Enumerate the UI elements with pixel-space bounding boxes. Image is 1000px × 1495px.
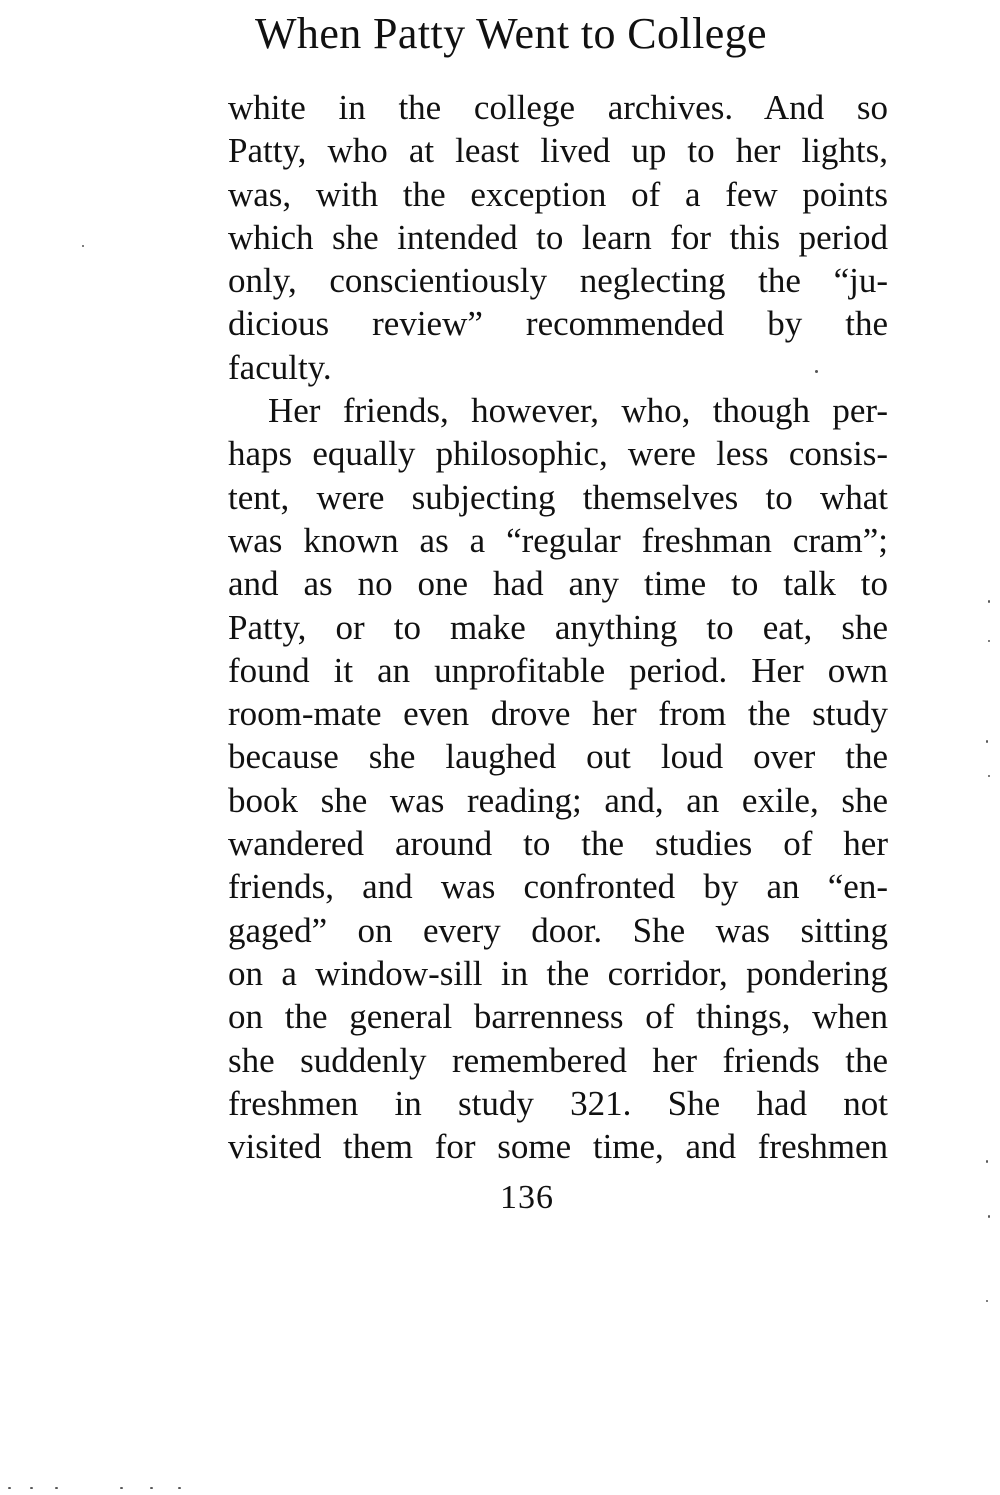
scan-speck — [150, 1487, 153, 1489]
text-line: room-mate even drove her from the study — [228, 694, 888, 734]
scan-speck — [986, 740, 988, 743]
scan-speck — [986, 1160, 988, 1163]
text-line: which she intended to learn for this period — [228, 217, 888, 257]
text-line: was, with the exception of a few points — [228, 174, 888, 214]
text-line: Her friends, however, who, though per- — [268, 391, 888, 431]
text-line: dicious review” recommended by the — [228, 304, 888, 344]
text-line: was known as a “regular freshman cram”; — [228, 520, 888, 560]
scan-speck — [988, 640, 990, 642]
scan-speck — [988, 1215, 990, 1218]
page-number: 136 — [500, 1179, 554, 1216]
text-line: Patty, or to make anything to eat, she — [228, 607, 888, 647]
text-line: found it an unprofitable period. Her own — [228, 650, 888, 690]
scan-speck — [815, 370, 818, 373]
text-line: on a window-sill in the corridor, pondering — [228, 953, 888, 993]
scan-speck — [178, 1487, 181, 1489]
text-line: visited them for some time, and freshmen — [228, 1127, 888, 1167]
text-line: faculty. — [228, 347, 332, 387]
text-line: Patty, who at least lived up to her lights, — [228, 131, 888, 171]
text-line: wandered around to the studies of her — [228, 824, 888, 864]
text-line: because she laughed out loud over the — [228, 737, 888, 777]
text-line: gaged” on every door. She was sitting — [228, 910, 888, 950]
scan-speck — [55, 1487, 58, 1489]
scan-speck — [82, 245, 84, 247]
text-line: friends, and was confronted by an “en- — [228, 867, 888, 907]
text-line: haps equally philosophic, were less consis- — [228, 434, 888, 474]
scan-speck — [988, 600, 990, 603]
text-line: book she was reading; and, an exile, she — [228, 780, 888, 820]
text-line: white in the college archives. And so — [228, 88, 888, 127]
text-line: on the general barrenness of things, when — [228, 997, 888, 1037]
text-line: and as no one had any time to talk to — [228, 564, 888, 604]
scan-speck — [988, 775, 990, 777]
scan-speck — [8, 1487, 11, 1489]
body-text — [228, 86, 888, 1168]
running-head: When Patty Went to College — [255, 9, 767, 58]
scan-speck — [30, 1487, 33, 1489]
scan-speck — [986, 1300, 988, 1302]
text-line: freshmen in study 321. She had not — [228, 1083, 888, 1123]
text-line: tent, were subjecting themselves to what — [228, 477, 888, 517]
text-line: only, conscientiously neglecting the “ju- — [228, 261, 888, 301]
text-line: she suddenly remembered her friends the — [228, 1040, 888, 1080]
scan-speck — [120, 1487, 123, 1489]
